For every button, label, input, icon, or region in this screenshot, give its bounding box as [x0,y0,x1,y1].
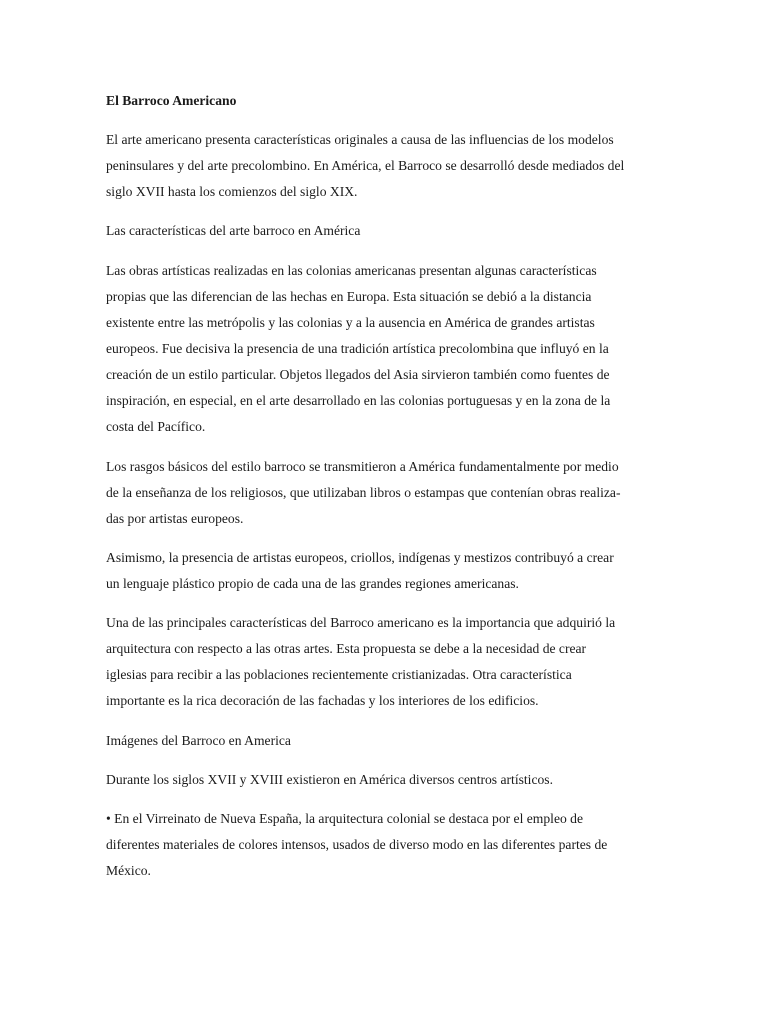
paragraph-line: europeos. Fue decisiva la presencia de una tradición artística precolombina que influyó en la [106,341,609,356]
document-title: El Barroco Americano [106,93,237,108]
paragraph-line: Las obras artísticas realizadas en las colonias americanas presentan algunas características [106,263,597,278]
paragraph-line: arquitectura con respecto a las otras artes. Esta propuesta se debe a la necesidad de crear [106,641,587,656]
paragraph-line: Una de las principales características del Barroco americano es la importancia que adquirió la [106,615,616,630]
bullet-line: México. [106,863,151,878]
bullet-line: diferentes materiales de colores intensos, usados de diverso modo en las diferentes partes de [106,837,608,852]
paragraph-line: importante es la rica decoración de las fachadas y los interiores de los edificios. [106,693,539,708]
paragraph-line: propias que las diferencian de las hechas en Europa. Esta situación se debió a la distancia [106,289,592,304]
paragraph-line: peninsulares y del arte precolombino. En América, el Barroco se desarrolló desde mediados del [106,158,625,173]
paragraph-line: de la enseñanza de los religiosos, que utilizaban libros o estampas que contenían obras realiza- [106,485,621,500]
paragraph-line: costa del Pacífico. [106,419,206,434]
paragraph-line: existente entre las metrópolis y las colonias y a la ausencia en América de grandes artistas [106,315,595,330]
section-heading: Imágenes del Barroco en America [106,733,291,748]
paragraph-line: Asimismo, la presencia de artistas europeos, criollos, indígenas y mestizos contribuyó a crear [106,550,614,565]
paragraph-line: Los rasgos básicos del estilo barroco se transmitieron a América fundamentalmente por medio [106,459,619,474]
bullet-line: • En el Virreinato de Nueva España, la arquitectura colonial se destaca por el empleo de [106,811,584,826]
paragraph-line: das por artistas europeos. [106,511,244,526]
paragraph-line: un lenguaje plástico propio de cada una de las grandes regiones americanas. [106,576,519,591]
section-heading: Las características del arte barroco en América [106,223,361,238]
paragraph-line: Durante los siglos XVII y XVIII existieron en América diversos centros artísticos. [106,772,553,787]
paragraph-line: iglesias para recibir a las poblaciones recientemente cristianizadas. Otra característica [106,667,572,682]
paragraph-line: inspiración, en especial, en el arte desarrollado en las colonias portuguesas y en la zona de la [106,393,611,408]
paragraph-line: creación de un estilo particular. Objetos llegados del Asia sirvieron también como fuentes de [106,367,610,382]
paragraph-line: siglo XVII hasta los comienzos del siglo XIX. [106,184,358,199]
paragraph-line: El arte americano presenta características originales a causa de las influencias de los modelos [106,132,614,147]
